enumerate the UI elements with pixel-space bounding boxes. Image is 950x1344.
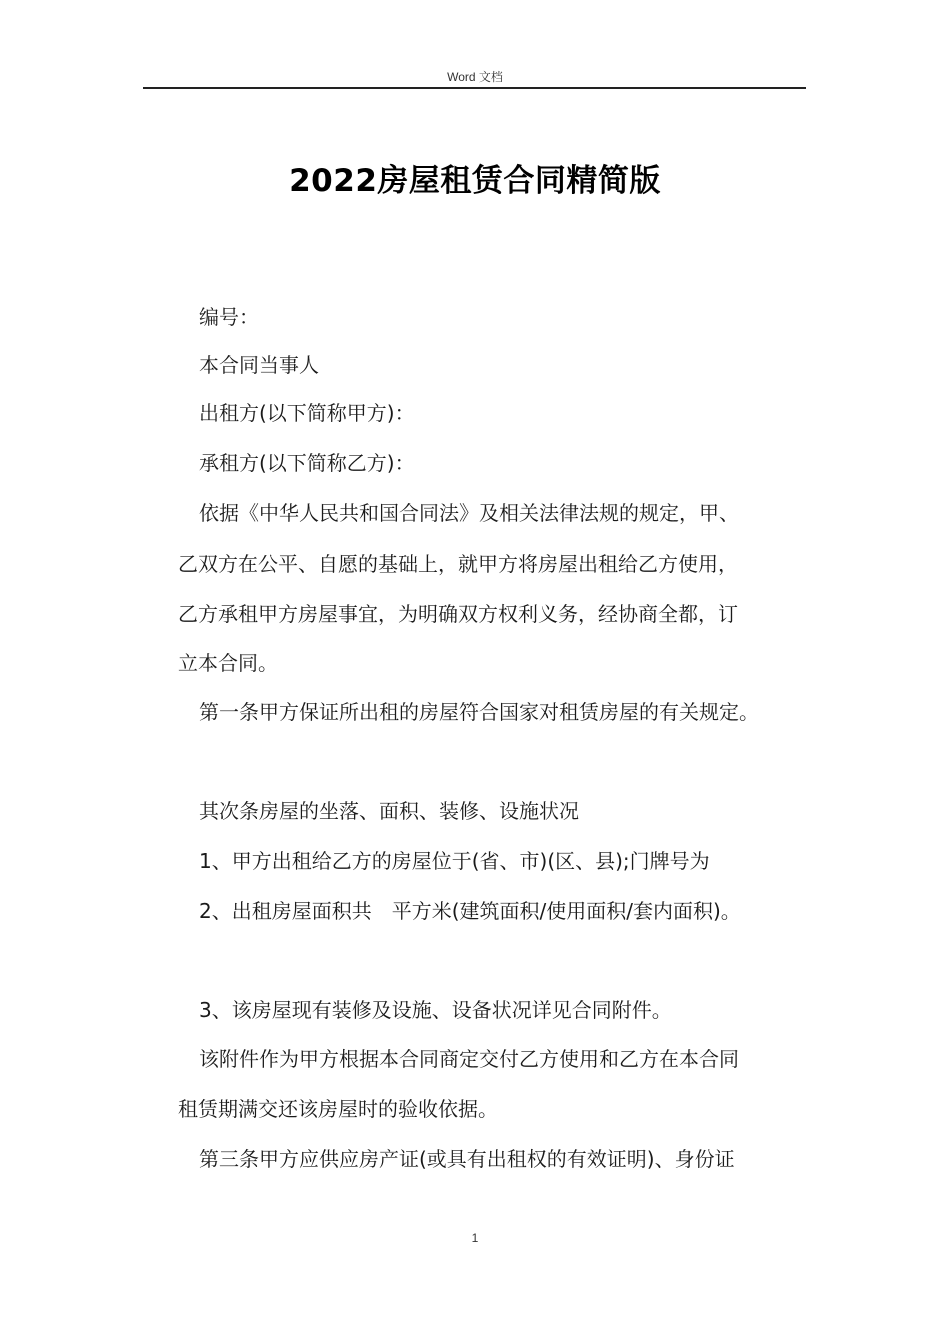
- article-2-item-2: 2、出租房屋面积共 平方米(建筑面积/使用面积/套内面积)。: [199, 899, 741, 923]
- page-header-label: Word 文档: [447, 70, 503, 84]
- lessee-line: 承租方(以下简称乙方)：: [199, 451, 415, 475]
- preamble-line-4: 立本合同。: [178, 651, 278, 675]
- parties-heading: 本合同当事人: [199, 353, 319, 377]
- article-1: 第一条甲方保证所出租的房屋符合国家对租赁房屋的有关规定。: [199, 700, 759, 724]
- preamble-line-2: 乙双方在公平、自愿的基础上，就甲方将房屋出租给乙方使用，: [178, 552, 738, 576]
- article-2-heading: 其次条房屋的坐落、面积、装修、设施状况: [199, 799, 579, 823]
- page-number: 1: [471, 1231, 479, 1245]
- preamble-line-3: 乙方承租甲方房屋事宜，为明确双方权利义务，经协商全都，订: [178, 602, 738, 626]
- article-2-item-1: 1、甲方出租给乙方的房屋位于(省、市)(区、县);门牌号为: [199, 849, 710, 873]
- preamble-line-1: 依据《中华人民共和国合同法》及相关法律法规的规定，甲、: [199, 501, 739, 525]
- attachment-note-line-1: 该附件作为甲方根据本合同商定交付乙方使用和乙方在本合同: [199, 1047, 739, 1071]
- header-divider: [143, 87, 806, 89]
- contract-number-line: 编号：: [199, 305, 259, 329]
- lessor-line: 出租方(以下简称甲方)：: [199, 401, 415, 425]
- article-2-item-3: 3、该房屋现有装修及设施、设备状况详见合同附件。: [199, 998, 672, 1022]
- attachment-note-line-2: 租赁期满交还该房屋时的验收依据。: [178, 1097, 498, 1121]
- article-3: 第三条甲方应供应房产证(或具有出租权的有效证明)、身份证: [199, 1147, 735, 1171]
- document-title: 2022房屋租赁合同精简版: [289, 163, 661, 199]
